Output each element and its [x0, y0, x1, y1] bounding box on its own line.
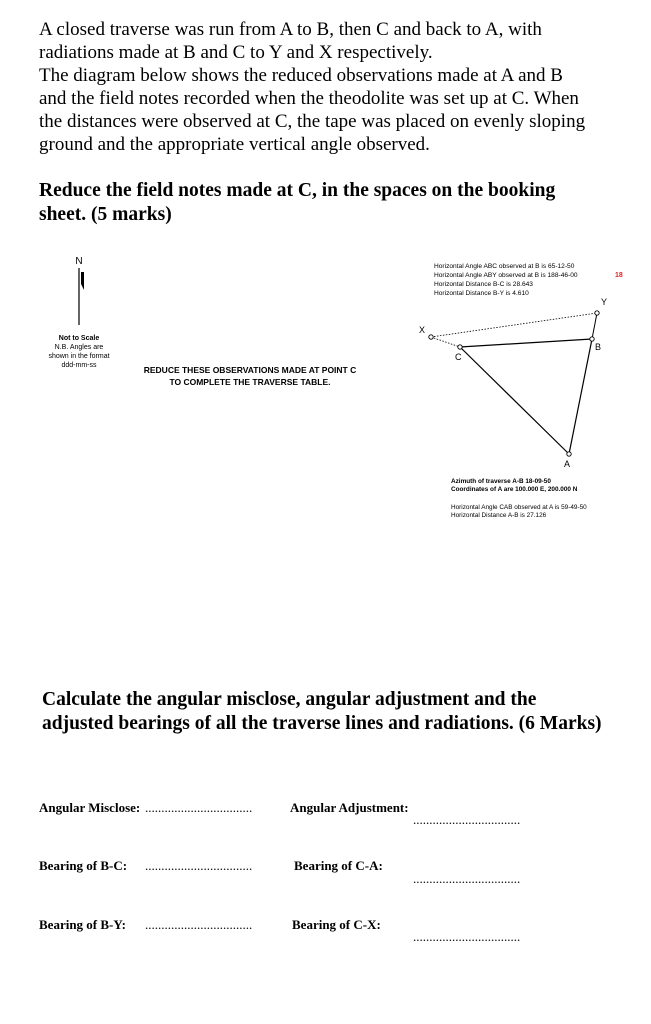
- instruction-line-1: REDUCE THESE OBSERVATIONS MADE AT POINT C: [143, 365, 357, 375]
- bearing-by-label: Bearing of B-Y:: [39, 917, 126, 932]
- point-x: [429, 335, 433, 339]
- instruction: [144, 365, 357, 387]
- intro-line-4: and the field notes recorded when the theodolite was set up at C. When: [39, 88, 579, 109]
- obs-b-line-3: Horizontal Distance B-C is 28.643: [434, 281, 533, 288]
- label-a: A: [564, 459, 571, 469]
- intro-line-3: The diagram below shows the reduced observations made at A and B: [39, 65, 563, 86]
- intro-line-2: radiations made at B and C to Y and X respectively.: [39, 42, 433, 63]
- problem-statement: [39, 18, 629, 156]
- label-c: C: [455, 352, 462, 362]
- page-number: 18: [615, 272, 623, 279]
- traverse-line-a-c: [460, 347, 569, 454]
- scale-note: [48, 335, 109, 369]
- scale-note-line-4: ddd-mm-ss: [61, 362, 97, 369]
- traverse-info-line-1: Azimuth of traverse A-B 18-09-50: [451, 478, 551, 485]
- angular-adjustment-blank[interactable]: .................................: [413, 812, 521, 827]
- obs-b-line-1: Horizontal Angle ABC observed at B is 65-12-50: [434, 263, 575, 270]
- question-1-line-2: sheet. (5 marks): [39, 204, 172, 225]
- obs-b-line-4: Horizontal Distance B-Y is 4.610: [434, 290, 529, 297]
- label-y: Y: [601, 297, 608, 307]
- bearing-cx-label: Bearing of C-X:: [292, 917, 381, 932]
- traverse-line-b-a: [569, 339, 592, 454]
- obs-b-line-2: Horizontal Angle ABY observed at B is 188-46-00: [434, 272, 578, 279]
- traverse-line-c-b: [460, 339, 592, 347]
- intro-line-5: the distances were observed at C, the tape was placed on evenly sloping: [39, 111, 586, 132]
- obs-a-line-2: Horizontal Distance A-B is 27.126: [451, 512, 547, 519]
- point-labels: [419, 297, 607, 469]
- bearing-bc-label: Bearing of B-C:: [39, 858, 128, 873]
- traverse-diagram: [0, 240, 651, 540]
- label-b: B: [595, 342, 602, 352]
- intro-line-1: A closed traverse was run from A to B, then C and back to A, with: [39, 19, 542, 40]
- point-b: [590, 337, 594, 341]
- observations-at-b: [434, 263, 578, 297]
- traverse-info-line-2: Coordinates of A are 100.000 E, 200.000 N: [451, 486, 578, 493]
- question-2-line-2: adjusted bearings of all the traverse lines and radiations. (6 Marks): [42, 713, 602, 734]
- scale-note-line-3: shown in the format: [48, 353, 110, 360]
- observations-at-a: [451, 504, 587, 519]
- label-x: X: [419, 325, 426, 335]
- angular-misclose-blank[interactable]: .................................: [145, 800, 253, 815]
- point-a: [567, 452, 571, 456]
- radiation-line-x-y: [431, 313, 597, 337]
- bearing-bc-blank[interactable]: .................................: [145, 858, 253, 873]
- point-y: [595, 311, 599, 315]
- instruction-line-2: TO COMPLETE THE TRAVERSE TABLE.: [169, 377, 331, 387]
- north-label: N: [75, 256, 83, 267]
- scale-note-line-1: Not to Scale: [58, 335, 100, 342]
- bearing-by-blank[interactable]: .................................: [145, 917, 253, 932]
- obs-a-line-1: Horizontal Angle CAB observed at A is 59-49-50: [451, 504, 587, 511]
- angular-misclose-label: Angular Misclose:: [39, 800, 141, 815]
- bearing-ca-label: Bearing of C-A:: [294, 858, 383, 873]
- angular-adjustment-label: Angular Adjustment:: [290, 800, 409, 815]
- radiation-b-y: [592, 313, 597, 339]
- bearing-cx-blank[interactable]: .................................: [413, 929, 521, 944]
- radiation-c-x: [431, 337, 460, 347]
- scale-note-line-2: N.B. Angles are: [54, 344, 104, 351]
- north-arrow-icon: [79, 268, 84, 325]
- question-1-line-1: Reduce the field notes made at C, in the spaces on the booking: [39, 180, 556, 201]
- bearing-ca-blank[interactable]: .................................: [413, 871, 521, 886]
- question-2-line-1: Calculate the angular misclose, angular adjustment and the: [42, 689, 537, 710]
- point-c: [458, 345, 462, 349]
- question-1: [39, 179, 599, 227]
- question-2: [42, 688, 632, 736]
- traverse-info: [451, 478, 578, 493]
- intro-line-6: ground and the appropriate vertical angle observed.: [39, 134, 430, 155]
